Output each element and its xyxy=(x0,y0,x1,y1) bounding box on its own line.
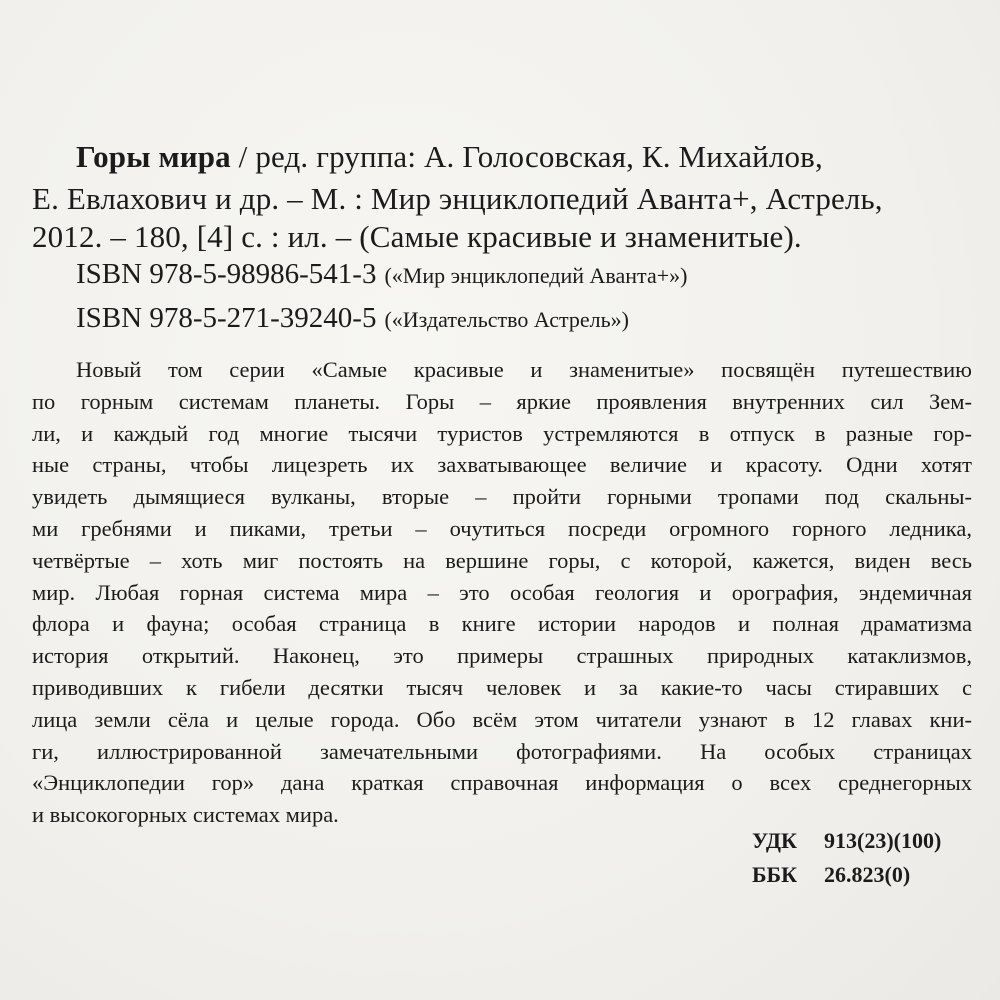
annotation-line: мир. Любая горная система мира – это особая геология и орография, эндемичная xyxy=(32,579,972,605)
isbn-publisher: («Издательство Астрель») xyxy=(384,307,629,332)
bibliographic-line-1 xyxy=(76,138,823,176)
bbk-label: ББК xyxy=(752,862,798,887)
annotation-line: ли, и каждый год многие тысячи туристов устремляются в отпуск в разные гор- xyxy=(32,420,972,446)
bibliographic-line-2: Е. Евлахович и др. – М. : Мир энциклопедий Аванта+, Астрель, xyxy=(32,181,883,216)
annotation-line: ми гребнями и пиками, третьи – очутиться посреди огромного горного ледника, xyxy=(32,515,972,541)
udk-label: УДК xyxy=(752,828,798,853)
classification-codes xyxy=(752,824,941,892)
isbn-publisher: («Мир энциклопедий Аванта+») xyxy=(384,263,688,288)
annotation-line: «Энциклопедии гор» дана краткая справочная информация о всех среднегорных xyxy=(32,770,972,796)
annotation-line: лица земли сёла и целые города. Обо всём этом читатели узнают в 12 главах кни- xyxy=(32,706,972,732)
udk-value: 913(23)(100) xyxy=(824,828,942,853)
annotation-line: и высокогорных системах мира. xyxy=(32,802,339,828)
annotation-line: по горным системам планеты. Горы – яркие проявления внутренних сил Зем- xyxy=(32,388,972,414)
annotation-line: ги, иллюстрированной замечательными фотографиями. На особых страницах xyxy=(32,738,972,764)
annotation-line: история открытий. Наконец, это примеры страшных природных катаклизмов, xyxy=(32,643,972,669)
editorial-group: / ред. группа: А. Голосовская, К. Михайлов, xyxy=(230,139,823,174)
bibliographic-line-3: 2012. – 180, [4] с. : ил. – (Самые красивые и знаменитые). xyxy=(32,219,802,254)
annotation-line: флора и фауна; особая страница в книге истории народов и полная драматизма xyxy=(32,611,972,637)
isbn-number: ISBN 978-5-98986-541-3 xyxy=(76,258,377,290)
annotation-line: Новый том серии «Самые красивые и знаменитые» посвящён путешествию xyxy=(76,357,972,382)
annotation-line: четвёртые – хоть миг постоять на вершине горы, с которой, кажется, виден весь xyxy=(32,547,972,573)
udk-row xyxy=(752,824,941,858)
annotation-line: увидеть дымящиеся вулканы, вторые – пройти горными тропами под скальны- xyxy=(32,484,972,510)
bbk-value: 26.823(0) xyxy=(824,862,911,887)
annotation-line: приводивших к гибели десятки тысяч человек и за какие-то часы стиравших с xyxy=(32,674,972,700)
annotation-line: ные страны, чтобы лицезреть их захватывающее величие и красоту. Одни хотят xyxy=(32,452,972,478)
bbk-row xyxy=(752,858,941,892)
annotation-paragraph xyxy=(32,354,972,831)
book-title: Горы мира xyxy=(76,139,231,174)
isbn-number: ISBN 978-5-271-39240-5 xyxy=(76,302,377,334)
isbn-line xyxy=(76,300,629,338)
isbn-line xyxy=(76,256,687,294)
